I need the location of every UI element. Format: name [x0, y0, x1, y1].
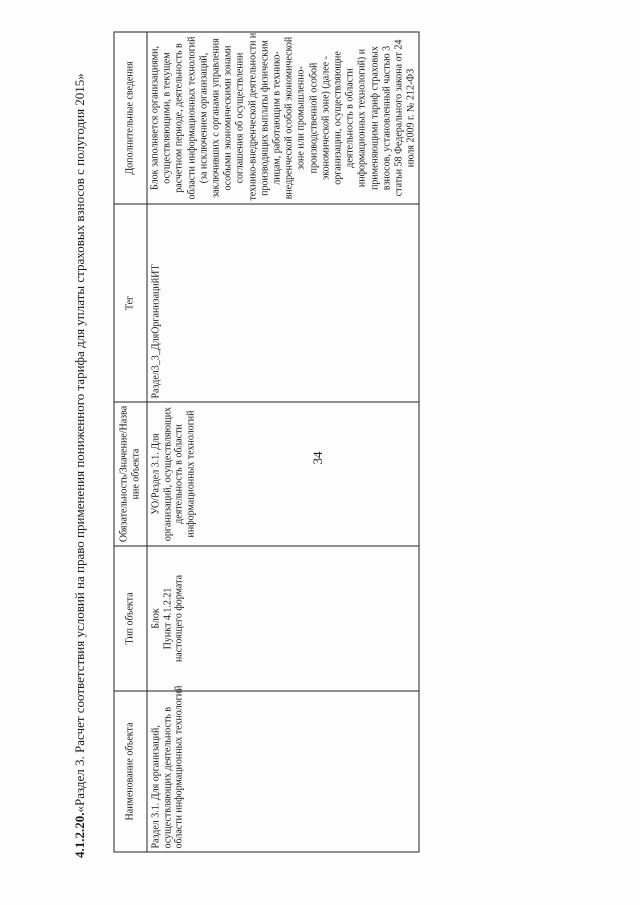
data-table — [113, 31, 419, 852]
cell-object-type: Блок Пункт 4.1.2.21 настоящего формата — [147, 546, 419, 691]
header-notes: Дополнительные сведения — [114, 32, 147, 204]
header-object-name: Наименование объекта — [114, 691, 147, 852]
cell-notes: Блок заполняется организациями, осуществляющими, в текущем расчетном периоде, деятельность в области информационных технологий (за исключением организаций, заключивших с органами управления особыми экономическими зонами соглашения об осуществлении технико-внедренческой деятельности и производящих выплаты физическим лицам, работающим в технико- внедренческой особой экономической зоне или промышленно- производственной особой экономической зоне) (далее - организации, осуществляющие деятельность в области информационных технологий) и применяющими тариф страховых взносов, установленный частью 3 статьи 58 Федерального закона от 24 июля 2009 г. № 212-ФЗ — [147, 32, 419, 204]
table-container — [113, 32, 418, 852]
header-requirement: Обязательность/Значение/Название объекта — [114, 402, 147, 546]
cell-requirement: УО/Раздел 3.1. Для организаций, осуществляющих деятельность в области информационных технологий — [147, 402, 419, 546]
section-number: 4.1.2.20. — [72, 812, 87, 858]
table-row — [147, 32, 419, 852]
header-object-type: Тип объекта — [114, 546, 147, 691]
table-header-row — [114, 32, 147, 852]
cell-object-name: Раздел 3.1. Для организаций, осуществляющих деятельность в области информационных технологий — [147, 691, 419, 852]
section-title: «Раздел 3. Расчет соответствия условий на право применения пониженного тарифа для уплаты страховых взносов с полугодия 2015» — [72, 73, 87, 813]
section-heading — [71, 48, 89, 858]
page-number: 34 — [310, 451, 325, 465]
cell-tag: Раздел3_3_ДляОрганизацийИТ — [147, 204, 419, 402]
header-tag: Тег — [114, 204, 147, 402]
